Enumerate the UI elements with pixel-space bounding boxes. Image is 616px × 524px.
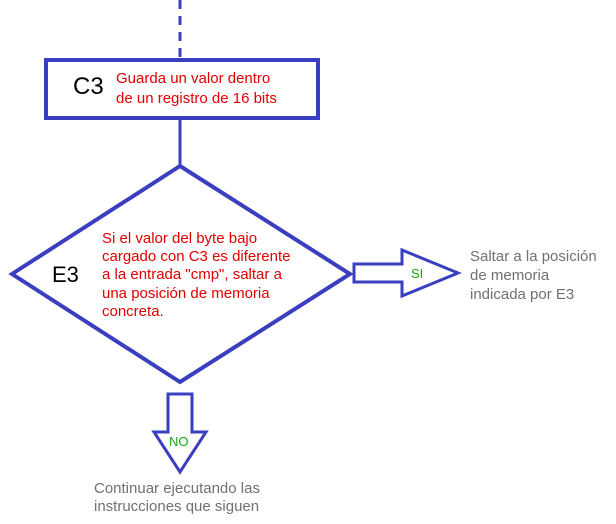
no-outcome-line-1: Continuar ejecutando las xyxy=(94,480,260,497)
yes-outcome-line-3: indicada por E3 xyxy=(470,286,575,303)
no-outcome-line-2: instrucciones que siguen xyxy=(94,498,260,515)
decision-description-line-2: cargado con C3 es diferente xyxy=(102,248,291,265)
process-description-line-2: de un registro de 16 bits xyxy=(116,90,277,107)
yes-arrow xyxy=(354,250,458,296)
decision-description-line-5: concreta. xyxy=(102,303,164,320)
decision-description-line-3: a la entrada "cmp", saltar a xyxy=(102,266,282,283)
yes-outcome-line-2: de memoria xyxy=(470,267,550,284)
process-code-label: C3 xyxy=(73,73,104,100)
no-arrow xyxy=(154,394,206,472)
no-branch-label: NO xyxy=(169,434,189,449)
yes-branch-label: SI xyxy=(411,266,424,281)
yes-outcome-line-1: Saltar a la posición xyxy=(470,248,597,265)
decision-description-line-1: Si el valor del byte bajo xyxy=(102,230,258,247)
decision-description-line-4: una posición de memoria xyxy=(102,285,270,302)
process-description-line-1: Guarda un valor dentro xyxy=(116,70,271,87)
decision-code-label: E3 xyxy=(52,262,79,287)
